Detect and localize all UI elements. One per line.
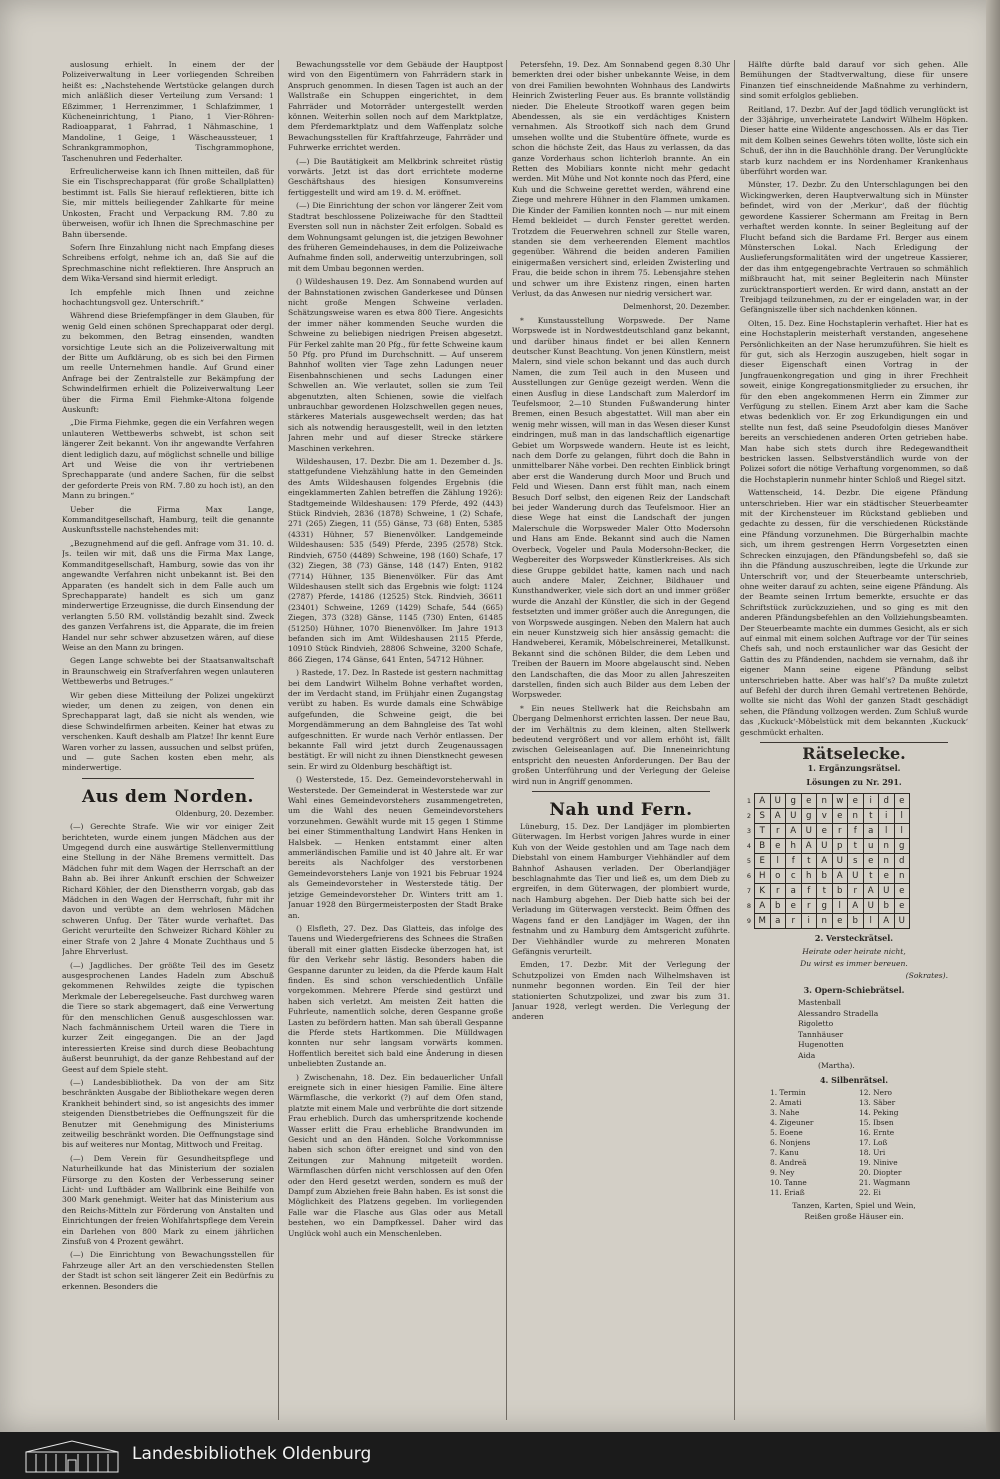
- grid-cell: f: [786, 854, 802, 869]
- article-paragraph: (—) Landesbibliothek. Da von der am Sitz beschränkten Ausgabe der Bibliothekare wegen deren Krankheit behindert sind, so ist angesichts des immer steigenden Dienstbetriebes die Oeffnungszeit für die Benutzer mit Genehmigung des Ministeriums zeitweilig beschränkt worden. Die Oeffnungstage sind bis auf weiteres nur Montag, Mittwoch und Freitag.: [62, 1077, 274, 1150]
- grid-cell: r: [832, 824, 848, 839]
- section-rule: [82, 778, 254, 779]
- closing-line: Tanzen, Karten, Spiel und Wein,: [792, 1201, 916, 1211]
- opera-item: Rigoletto: [798, 1019, 834, 1029]
- grid-cell: t: [863, 809, 879, 824]
- article-paragraph: * Kunstausstellung Worpswede. Der Name Worpswede ist in Nordwestdeutschland ganz bekannt, und darüber hinaus findet er bei allen Kennern deutscher Kunst Beachtung. Von jenen Künstlern, meist Malern, sind viele schon bekannt und das auch durch Namen, die zum Teil auch in den Museen und Ausstellungen zur Genüge gezeigt werden. Wenn die einen Ausflug in diese Landschaft zum Malerdorf im Teufelsmoor, 2—10 Stunden Fußwanderung hinter Bremen, einen Besuch abgestattet. Will man aber ein wenig mehr wissen, will man in das Wesen dieser Kunst eindringen, muß man in das landschaftlich eigenartige Gebiet um Worpswede wandern. Heute ist es leicht, nach dem Dorfe zu gelangen, führt doch die Bahn in unmittelbarer Nähe vorbei. Den rechten Einblick bringt aber erst die Wanderung durch Moor und Bruch und Feld und Wiesen. Dann erst fühlt man, nach einem Besuch Dorf selbst, den eigenen Reiz der Landschaft bei jeder Wanderung durch das Teufelsmoor. Hier an diese Wege hat einst die Landschaft der jungen Malerschule die Worpsweder Maler Otto Modersohn und Hans am Ende. Bekannt sind auch die Namen Overbeck, Vogeler und Paula Modersohn-Becker, die Wegbereiter des Worpsweder Künstlerkreises. Als sich diese Gruppe gebildet hatte, kamen nach und nach auch andere Maler, Zeichner, Bildhauer und Kunsthandwerker, viele sich dort an und immer größer wurde die Anzahl der Künstler, die sich in der Gegend festsetzten und immer größer auch die Anregungen, die von Worpswede ausgingen. Neben den Malern hat auch ein neuer Kunstzweig sich hier ansässig gemacht: die Handweberei, Keramik, Möbelschreinerei, Metallkunst. Bekannt sind die schönen Bilder, die dem Leben und Treiben der Bauern im Moore abgelauscht sind. Neben den Landschaften, die das Moor zu allen Jahreszeiten darstellen, finden sich auch Bilder aus dem Leben der Worpsweder.: [512, 315, 730, 700]
- grid-cell: h: [786, 839, 802, 854]
- grid-cell: b: [832, 884, 848, 899]
- grid-cell: t: [848, 839, 864, 854]
- grid-cell: e: [817, 824, 833, 839]
- grid-cell: e: [832, 809, 848, 824]
- grid-row-number: 1: [746, 797, 752, 806]
- section-heading-nah-und-fern: Nah und Fern.: [549, 800, 693, 821]
- grid-cell: l: [832, 899, 848, 914]
- grid-cell: n: [879, 839, 895, 854]
- grid-cell: l: [894, 824, 910, 839]
- article-paragraph: Olten, 15. Dez. Eine Hochstaplerin verhaftet. Hier hat es eine Hochstaplerin meisterhaft verstanden, angesehene Persönlichkeiten an der Nase herumzuführen. Sie hielt es für gut, sich als Herzogin auszugeben, hielt sogar in dieser Eigenschaft einen Vortrag in der Jungfrauenkongregation und ging in ihrer Frechheit soweit, einige Kongregationsmitglieder zu ersuchen, ihr für den eben angekommenen Herrn ein Zimmer zur Verfügung zu stellen. Einem Arzt aber kam die Sache etwas bedenklich vor. Er zog Erkundigungen ein und stellte nun fest, daß seine Pseudofolgin dieses Manöver bereits an verschiedenen anderen Orten getrieben habe. Man habe sich stets durch ihre Redegewandtheit bestricken lassen. Selbstverständlich wurde von der Polizei sofort die nötige Verhaftung vorgenommen, so daß die Hochstaplerin nunmehr hinter Schloß und Riegel sitzt.: [740, 318, 968, 484]
- grid-cell: d: [879, 794, 895, 809]
- article-paragraph: (—) Die Einrichtung der schon vor längerer Zeit vom Stadtrat beschlossene Polizeiwache für den Stadtteil Eversten soll nun in nächster Zeit erfolgen. Sobald es dem Wohnungsamt gelungen ist, die jetzigen Bewohner des früheren Gemeindehauses, in dem die Polizeiwache Aufnahme finden soll, anderweitig unterzubringen, soll mit dem Umbau begonnen werden.: [288, 201, 503, 273]
- article-paragraph: () Westerstede, 15. Dez. Gemeindevorsteherwahl in Westerstede. Der Gemeinderat in Westerstede war zur Wahl eines Gemeindevorstehers zusammengetreten, um die Wahl des neuen Gemeindevorstehers vorzunehmen. Gewählt wurde mit 15 gegen 1 Stimme bei einer Stimmenthaltung Landwirt Hans Henken in Halsbek. — Henken entstammt einer alten ammerländischen Familie und ist 40 Jahre alt. Er war bereits als Nachfolger des verstorbenen Gemeindevorstehers Lanje von 1921 bis Februar 1924 als Gemeindevorsteher in Westerstede tätig. Der jetzige Gemeindevorsteher Dr. Winters tritt am 1. Januar 1928 den Bürgermeisterposten der Stadt Brake an.: [288, 775, 503, 920]
- column-2: [288, 60, 503, 1420]
- grid-cell: a: [786, 884, 802, 899]
- grid-row: [744, 899, 910, 914]
- grid-row: [744, 914, 910, 929]
- article-paragraph: Wildeshausen, 17. Dezbr. Die am 1. Dezember d. Js. stattgefundene Viehzählung hatte in den Gemeinden des Amts Wildeshausen folgendes Ergebnis (die eingeklammerten Zahlen betreffen die Zählung 1926): Stadtgemeinde Wildeshausen: 179 Pferde, 492 (443) Stück Rindvieh, 2836 (1878) Schweine, 1 (2) Schafe, 271 (265) Ziegen, 11 (55) Gänse, 73 (68) Enten, 5385 (4331) Hühner, 57 Bienenvölker. Landgemeinde Wildeshausen: 535 (549) Pferde, 2395 (2578) Stck. Rindvieh, 6750 (4489) Schweine, 198 (160) Schafe, 17 (32) Ziegen, 38 (73) Gänse, 148 (147) Enten, 9182 (7714) Hühner, 135 Bienenvölker. Für das Amt Wildeshausen stellt sich das Ergebnis wie folgt: 1124 (2787) Pferde, 14186 (12525) Stck. Rindvieh, 36611 (23401) Schweine, 1269 (1429) Schafe, 544 (665) Ziegen, 373 (328) Gänse, 1145 (730) Enten, 61485 (51250) Hühner, 1070 Bienenvölker. Im Jahre 1913 befanden sich im Amt Wildeshausen 2115 Pferde, 10910 Stück Rindvieh, 28806 Schweine, 3200 Schafe, 866 Ziegen, 174 Gänse, 641 Enten, 54712 Hühner.: [288, 457, 503, 664]
- grid-cell: r: [848, 884, 864, 899]
- grid-cell: A: [755, 794, 771, 809]
- grid-cell: e: [801, 794, 817, 809]
- article-paragraph: Gegen Lange schwebte bei der Staatsanwaltschaft in Braunschweig ein Strafverfahren wegen unlauteren Wettbewerbs und Betruges.“: [62, 656, 274, 687]
- syllable-item: 6. Nonjens: [770, 1138, 811, 1148]
- grid-row-number: 2: [746, 812, 752, 821]
- article-paragraph: ) Zwischenahn, 18. Dez. Ein bedauerlicher Unfall ereignete sich in einer hiesigen Familie. Eine ältere Wärmflasche, die verkorkt (?) auf dem Ofen stand, platzte mit einem Male und verbrühte die dort sitzende Frau erheblich. Durch das umherspritzende kochende Wasser erlitt die Frau erhebliche Brandwunden im Gesicht und an den Händen. Solche Vorkommnisse haben sich schon öfter ereignet und sind von den Zeitungen zur Mahnung mitgeteilt worden. Wärmflaschen dürfen nicht verschlossen auf den Ofen oder den Herd gesetzt werden, sondern es muß der Dampf zum Abziehen freie Bahn haben. Es ist sonst die Möglichkeit des Platzens gegeben. Im vorliegenden Falle war die Flasche aus Glas oder aus Metall bestehen, wo ein Dampfkessel. Daher wird das Unglück wohl auch ein Menschenleben.: [288, 1072, 503, 1238]
- column-3: [512, 60, 730, 1420]
- grid-row-number: 6: [746, 872, 752, 881]
- grid-cell: A: [786, 824, 802, 839]
- article-paragraph: Lüneburg, 15. Dez. Der Landjäger im plombierten Güterwagen. Im Herbst vorigen Jahres wurde in einer Kuh von der Weide gestohlen und am Tage nach dem Diebstahl von einem Hamburger Viehhändler auf dem Bahnhof Ashausen verladen. Der Oberlandjäger beschlagnahmte das Tier und ließ es, um dem Dieb zu ergreifen, in dem Güterwagen, der plombiert wurde, nach Hamburg abgehen. Der Dieb hatte sich bei der Verladung im Güterwagen versteckt. Beim Öffnen des Wagens fand er den Landjäger im Wagen, der ihn festnahm und zu Hamburg dem Amtsgericht zuführte. Der Viehhändler wurde zu mehreren Monaten Gefängnis verurteilt.: [512, 822, 730, 956]
- grid-cell: i: [879, 809, 895, 824]
- grid-row: [744, 809, 910, 824]
- syllable-list: [770, 1088, 948, 1198]
- grid-cell: U: [770, 794, 786, 809]
- grid-cell: n: [879, 854, 895, 869]
- article-paragraph: Bewachungsstelle vor dem Gebäude der Hauptpost wird von den Eigentümern von Fahrrädern stark in Anspruch genommen. In diesen Tagen ist auch an der Wallstraße ein Schuppen eingerichtet, in dem Fahrräder und Motorräder untergestellt werden können. Weiterhin sollen noch auf dem Marktplatze, dem Pferdemarktplatz und dem Waffenplatz solche Bewachungsstellen für Kraftfahrzeuge, Fahrräder und Fuhrwerke errichtet werden.: [288, 60, 503, 153]
- article-paragraph: auslosung erhielt. In einem der der Polizeiverwaltung in Leer vorliegenden Schreiben heißt es: „Nachstehende Wertstücke gelangen durch mich anläßlich dieser Verteilung zum Versand: 1 Eßzimmer, 1 Herrenzimmer, 1 Schlafzimmer, 1 Kücheneinrichtung, 1 Piano, 1 Vier-Röhren-Radioapparat, 1 Fahrrad, 1 Nähmaschine, 1 Mandoline, 1 Geige, 1 Wäscheaussteuer, 1 Schrankgrammophon, Tischgrammophone, Taschenuhren und Federhalter.: [62, 60, 274, 163]
- grid-cell: n: [848, 809, 864, 824]
- article-paragraph: * Ein neues Stellwerk hat die Reichsbahn am Übergang Delmenhorst errichten lassen. Der neue Bau, der im Verhältnis zu dem kleinen, alten Stellwerk bedeutend vergrößert und vor allem erhöht ist, fällt zwischen Geleiseanlagen auf. Die Inneneinrichtung entspricht den neuesten Anforderungen. Der Bau der großen Unterführung und der Verlegung der Geleise wird nun in Angriff genommen.: [512, 703, 730, 786]
- grid-cell: l: [770, 854, 786, 869]
- article-paragraph: Emden, 17. Dezbr. Mit der Verlegung der Schutzpolizei von Emden nach Wilhelmshaven ist nunmehr begonnen worden. Ein Teil der hier stationierten Schutzpolizei, und zwar bis zum 31. Januar 1928, verlegt werden. Die Verlegung der anderen: [512, 960, 730, 1022]
- grid-cell: t: [863, 869, 879, 884]
- article-paragraph: Während diese Briefempfänger in dem Glauben, für wenig Geld einen schönen Sprechapparat oder dergl. zu bekommen, den Betrag einsenden, wandten vorsichtige Leute sich an die Polizeiverwaltung mit der Bitte um Aufklärung, ob es sich bei den Firmen um reelle Unternehmen handle. Auf Grund einer Anfrage bei der Zentralstelle zur Bekämpfung der Schwindelfirmen erhielt die Polizeiverwaltung Leer über die Firma Emil Fiehmke-Altona folgende Auskunft:: [62, 311, 274, 414]
- syllable-item: 3. Nahe: [770, 1108, 800, 1118]
- syllable-item: 16. Ernte: [859, 1128, 895, 1138]
- article-paragraph: (—) Gerechte Strafe. Wie wir vor einiger Zeit berichteten, wurde einem jungen Mädchen aus der Umgegend durch eine auswärtige Stellenvermittlung eine Stellung in der Nähe Bremens vermittelt. Das Mädchen fuhr mit dem Wagen der Herrschaft an der Bahn ab. Bei ihrer Ankunft erschien der Schweizer Richard Köhler, der den Dienstherrn vorgab, gab das Mädchen in den Wagen der Herrschaft, fuhr mit ihr davon und verübte an dem wehrlosen Mädchen schweren Unfug. Der Täter wurde verhaftet. Das Gericht verurteilte den Schweizer Richard Köhler zu einer Strafe von 2 Jahre 4 Monate Zuchthaus und 5 Jahre Ehrverlust.: [62, 822, 274, 957]
- grid-cell: U: [832, 854, 848, 869]
- syllable-item: 8. Andreä: [770, 1158, 807, 1168]
- grid-cell: B: [755, 839, 771, 854]
- grid-cell: e: [832, 914, 848, 929]
- grid-cell: H: [755, 869, 771, 884]
- library-logo-icon: [22, 1438, 122, 1474]
- grid-cell: r: [770, 824, 786, 839]
- grid-cell: A: [770, 809, 786, 824]
- article-paragraph: Ueber die Firma Max Lange, Kommanditgesellschaft, Hamburg, teilt die genannte Auskunftsstelle nachstehendes mit:: [62, 504, 274, 535]
- article-paragraph: () Elsfleth, 27. Dez. Das Glatteis, das infolge des Tauens und Wiedergefrierens des Schnees die Straßen überall mit einer glatten Eisdecke überzogen hat, ist für den Verkehr sehr lästig. Besonders haben die Gespanne darunter zu leiden, da die Pferde kaum Halt finden. Es sind schon verschiedentlich Unfälle vorgekommen. Mehrere Pferde sind gestürzt und haben sich verletzt. Am meisten Zeit hatten die Fuhrleute, namentlich solche, deren Gespanne große Lasten zu befördern hatten. Man sah überall Gespanne die Pferde stets Hartkommen. Die Mülldwagen konnten nur sehr langsam vorwärts kommen. Hoffentlich bereitet sich bald eine Änderung in diesen unbeliebten Zustande an.: [288, 923, 503, 1069]
- grid-cell: E: [755, 854, 771, 869]
- syllable-item: 1. Termin: [770, 1088, 806, 1098]
- grid-row-number: 3: [746, 827, 752, 836]
- puzzle-subtitle: 3. Opern-Schiebrätsel.: [803, 984, 905, 995]
- grid-row: [744, 884, 910, 899]
- opera-item: Hugenotten: [798, 1040, 844, 1050]
- grid-row-number: 7: [746, 887, 752, 896]
- grid-cell: l: [894, 809, 910, 824]
- syllable-item: 14. Peking: [859, 1108, 899, 1118]
- opera-item: Aida: [798, 1050, 816, 1060]
- grid-cell: A: [755, 899, 771, 914]
- column-divider: [506, 60, 507, 1420]
- column-divider: [278, 60, 279, 1420]
- grid-cell: A: [879, 914, 895, 929]
- puzzle-subtitle: 1. Ergänzungsrätsel.: [807, 763, 901, 774]
- syllable-item: 18. Uri: [859, 1148, 886, 1158]
- viewer-footer: [0, 1432, 1000, 1479]
- syllable-item: 10. Tanne: [770, 1178, 807, 1188]
- grid-cell: n: [894, 869, 910, 884]
- grid-cell: r: [786, 914, 802, 929]
- grid-cell: U: [848, 869, 864, 884]
- grid-cell: g: [817, 899, 833, 914]
- article-paragraph: Petersfehn, 19. Dez. Am Sonnabend gegen 8.30 Uhr bemerkten drei oder bisher unbekannte Weise, in dem von drei Familien bewohnten Wohnhaus des Landwirts Heinrich Zwisterling Feuer aus. Es brannte vollständig nieder. Die Eheleute Strootkoff waren gegen beim Abendessen, als sie ein verdächtiges Knistern vernahmen. Als Strootkoff sich nach dem Grund umsehen wollte und die Stubentüre öffnete, wurde es schon die höchste Zeit, das Haus zu verlassen, da das ganze Vorderhaus schon lichterloh brannte. An ein Retten des Mobiliars konnte nicht mehr gedacht werden. Mit Mühe und Not konnte noch das Pferd, eine Kuh und die Schweine gerettet werden, während eine Ziege und mehrere Hühner in den Flammen umkamen. Die Kinder der Familien konnten noch — nur mit einem Hemd bekleidet — durch Fenster gerettet werden. Trotzdem die Feuerwehren schnell zur Stelle waren, standen sie dem verheerenden Element machtlos gegenüber. Während die beiden anderen Familien einigermaßen versichert sind, erleiden Zwisterling und Frau, die beide schon in ihrem 75. Lebensjahre stehen und schwer um ihre Existenz ringen, einen harten Verlust, da das Anwesen nur niedrig versichert war.: [512, 60, 730, 298]
- article-paragraph: () Wildeshausen 19. Dez. Am Sonnabend wurden auf der Bahnstationen zwischen Ganderkesee und Dünsen nicht große Mengen Schweine verladen. Schätzungsweise waren es etwa 800 Tiere. Angesichts der immer näher kommenden Seuche wurden die Schweine zu beliebigen niedrigen Preisen abgesetzt. Für Ferkel zahlte man 20 Pfg., für fette Schweine kaum 50 Pfg. pro Pfund im Durchschnitt. — Auf unserem Bahnhof wollten vier Tage zehn Ladungen neuer Eisenbahnschienen und sechs Ladungen einer Schwellen an. Wie verlautet, sollen sie zum Teil abgenutzten, alten Schienen, sowie die vielfach unbrauchbar gewordenen Holzschwellen gegen neues, stärkeres Materials ausgewechselt werden; das hat sich als notwendig herausgestellt, weil in den letzten Jahren mehr und auf dieser Strecke stärkere Maschinen verkehren.: [288, 277, 503, 453]
- puzzle-corner-title: Rätselecke.: [802, 744, 906, 763]
- grid-cell: U: [894, 914, 910, 929]
- section-heading-north: Aus dem Norden.: [82, 786, 254, 807]
- article-paragraph: Ich empfehle mich Ihnen und zeichne hochachtungsvoll gez. Unterschrift.“: [62, 287, 274, 307]
- grid-cell: e: [894, 794, 910, 809]
- grid-cell: i: [801, 914, 817, 929]
- puzzle-subtitle: Lösungen zu Nr. 291.: [806, 776, 902, 787]
- grid-cell: e: [894, 899, 910, 914]
- grid-row-number: 5: [746, 857, 752, 866]
- dateline: Delmenhorst, 20. Dezember.: [623, 302, 730, 312]
- grid-cell: p: [832, 839, 848, 854]
- grid-cell: b: [879, 899, 895, 914]
- syllable-item: 12. Nero: [859, 1088, 892, 1098]
- syllable-item: 21. Wagmann: [859, 1178, 911, 1188]
- grid-cell: M: [755, 914, 771, 929]
- article-paragraph: Sofern Ihre Einzahlung nicht nach Empfang dieses Schreibens erfolgt, nehme ich an, daß Sie auf die Sprechmaschine nicht reflektieren. Ihre Anspruch an dem Wika-Versand sind hiermit erledigt.: [62, 242, 274, 284]
- grid-cell: g: [786, 794, 802, 809]
- grid-cell: a: [770, 914, 786, 929]
- grid-cell: b: [770, 899, 786, 914]
- grid-cell: e: [894, 884, 910, 899]
- grid-cell: t: [801, 854, 817, 869]
- opera-item: Alessandro Stradella: [798, 1008, 879, 1018]
- article-paragraph: Wir geben diese Mitteilung der Polizei ungekürzt wieder, um denen zu zeigen, von denen ein Sprechapparat lagt, daß sie nicht als wenden, wie diese Schwindelfirmen arbeiten. Keiner hat etwas zu verschenken. Kauft deshalb am Platze! Ihr kennt Eure Waren vorher zu lassen, aussuchen und selbst prüfen, und — gute Sachen kosten eben mehr, als minderwertige.: [62, 690, 274, 773]
- grid-cell: U: [879, 884, 895, 899]
- article-paragraph: Hälfte dürfte bald darauf vor sich gehen. Alle Bemühungen der Stadtverwaltung, diese für unsere Finanzen tief einschneidende Maßnahme zu verhindern, sind somit erfolglos geblieben.: [740, 60, 968, 101]
- article-paragraph: (—) Dem Verein für Gesundheitspflege und Naturheilkunde hat das Ministerium der sozialen Fürsorge zu den Kosten der Verbesserung seiner Licht- und Luftbäder am Wallbrink eine Beihilfe von 300 Mark genehmigt. Weiter hat das Ministerium aus den Reichs-Mitteln zur Förderung von Anstalten und Einrichtungen der freien Wohlfahrtspflege dem Verein ein Darlehen von 800 Mark zu einem jährlichen Zinsfuß von 4 Prozent gewährt.: [62, 1153, 274, 1247]
- dateline: Oldenburg, 20. Dezember.: [175, 808, 274, 818]
- syllable-item: 5. Eoene: [770, 1128, 803, 1138]
- verse-line: (Sokrates).: [905, 971, 948, 981]
- syllable-item: 7. Kanu: [770, 1148, 799, 1158]
- grid-row: [744, 794, 910, 809]
- grid-cell: U: [817, 839, 833, 854]
- column-1: [62, 60, 274, 1420]
- library-name: Landesbibliothek Oldenburg: [132, 1444, 372, 1464]
- grid-cell: r: [801, 899, 817, 914]
- verse-line: Du wirst es immer bereuen.: [800, 959, 908, 969]
- grid-cell: l: [863, 914, 879, 929]
- syllable-item: 9. Ney: [770, 1168, 795, 1178]
- grid-cell: g: [894, 839, 910, 854]
- grid-cell: t: [817, 884, 833, 899]
- article-paragraph: Erfreulicherweise kann ich Ihnen mitteilen, daß für Sie ein Tischsprechapparat (für große Schallplatten) bestimmt ist. Falls Sie hierauf reflektieren, bitte ich Sie, mir mittels beiliegender Zahlkarte für meine Unkosten, Fracht und Verpackung RM. 7.80 zu überweisen, wofür ich Ihnen die Sprechmaschine per Bahn übersende.: [62, 167, 274, 239]
- grid-cell: A: [817, 854, 833, 869]
- grid-cell: f: [848, 824, 864, 839]
- grid-cell: e: [848, 794, 864, 809]
- solution-grid: [744, 793, 910, 929]
- section-rule: [760, 742, 948, 743]
- grid-cell: w: [832, 794, 848, 809]
- syllable-item: 2. Amati: [770, 1098, 802, 1108]
- grid-cell: A: [848, 899, 864, 914]
- opera-item: Mastenball: [798, 998, 841, 1008]
- grid-cell: e: [863, 854, 879, 869]
- grid-cell: n: [817, 914, 833, 929]
- verse-line: Heirate oder heirate nicht,: [802, 946, 906, 956]
- grid-cell: o: [770, 869, 786, 884]
- syllable-item: 20. Diopter: [859, 1168, 902, 1178]
- grid-cell: b: [848, 914, 864, 929]
- grid-cell: e: [879, 869, 895, 884]
- article-paragraph: „Die Firma Fiehmke, gegen die ein Verfahren wegen unlauteren Wettbewerbs schwebt, ist schon seit längerer Zeit bekannt. Von ihr angewandte Verfahren dient lediglich dazu, auf möglichst schnelle und billige Art und Weise die von ihr vertriebenen Sprechapparate (und andere Sachen, für die selbst der geforderte Preis von RM. 7.80 zu hoch ist), an den Mann zu bringen.“: [62, 418, 274, 501]
- article-paragraph: ) Rastede, 17. Dez. In Rastede ist gestern nachmittag bei dem Landwirt Wilhelm Bohne verhaftet worden, der im Verdacht stand, im Frühjahr einen Zugangstag verübt zu haben. Es wurde damals eine Schwäbige aufgefunden, die Schweine geigt, die bei Morgendämmerung an dem Bahngleise des Tat wohl aufgeschnitten. Er wurde nach Verhör entlassen. Der bekannte Fall wird jetzt durch Zeugenaussagen bestätigt. Er will nicht zu ihnen Dienstknecht gewesen sein. Er wird zu Oldenburg beschäftigt ist.: [288, 668, 503, 771]
- syllable-item: 4. Zigeuner: [770, 1118, 814, 1128]
- grid-cell: U: [863, 899, 879, 914]
- grid-cell: r: [770, 884, 786, 899]
- grid-cell: u: [863, 839, 879, 854]
- grid-row-number: 4: [746, 842, 752, 851]
- grid-cell: h: [801, 869, 817, 884]
- grid-cell: T: [755, 824, 771, 839]
- article-paragraph: (—) Die Einrichtung von Bewachungsstellen für Fahrzeuge aller Art an den verschiedensten Stellen der Stadt ist schon seit längerer Zeit ein Bedürfnis zu erkennen. Besonders die: [62, 1250, 274, 1291]
- grid-cell: v: [817, 809, 833, 824]
- opera-item: Tannhäuser: [798, 1029, 844, 1039]
- grid-cell: d: [894, 854, 910, 869]
- grid-row: [744, 854, 910, 869]
- article-paragraph: Wattenscheid, 14. Dezbr. Die eigene Pfändung unterschrieben. Hier war ein städtischer Steuerbeamter mit der Kirchensteuer im Rückstand geblieben und gedachte zu dessen, für die verschiedenen Rückstände eine Pfändung vorzunehmen. Die Bürgerhalbin machte sich, um ihrem gestrengen Herrn Vorgesetzten einen Schrecken einzujagen, den Pfändungsbefehl so, daß sie ihn die Pfändung auszuschreiben, legte die Urkunde zur Unterschrift vor, und der Steuerbeamte unterschrieb, ohne weiter darauf zu achten, seine eigene Pfändung. Als der Beamte seinen Irrtum bemerkte, ersuchte er das Schriftstück zurückzuziehen, und so ging es mit den anderen Pfändungsbefehlen an den Vollziehungsbeamten. Der Steuerbeamte machte ein dummes Gesicht, als er sich auf einmal mit einem solchen Auftrage vor der Tür seines Chefs sah, und noch erstaunlicher war das Gesicht der Gattin des zu Pfändenden, nachdem sie vernahm, daß ihr eigener Mann seine eigene Pfändung selbst unterschrieben hatte. Aber was half’s? Da mußte zuletzt auf Befehl der durch ihren Gemahl vertretenen Behörde, wollte sie nicht das Wohl der ganzen Stadt geschädigt sehen, die Pfändung vollzogen werden. Zum Schluß wurde das ‚Kuckuck‘-Möbelstück mit dem bekannten ‚Kuckuck‘ geschmückt erhalten.: [740, 488, 968, 737]
- grid-cell: K: [755, 884, 771, 899]
- syllable-item: 13. Säber: [859, 1098, 896, 1108]
- section-rule: [532, 791, 710, 792]
- syllable-item: 19. Ninive: [859, 1158, 898, 1168]
- grid-cell: U: [786, 809, 802, 824]
- closing-line: Reißen große Häuser ein.: [804, 1211, 904, 1221]
- grid-cell: n: [817, 794, 833, 809]
- grid-cell: g: [801, 809, 817, 824]
- grid-row: [744, 824, 910, 839]
- grid-cell: b: [817, 869, 833, 884]
- grid-cell: e: [770, 839, 786, 854]
- grid-row: [744, 839, 910, 854]
- grid-row-number: 8: [746, 902, 752, 911]
- opera-item: (Martha).: [818, 1061, 855, 1071]
- syllable-item: 22. Ei: [859, 1188, 881, 1198]
- syllable-item: 17. Loß: [859, 1138, 888, 1148]
- puzzle-subtitle: 2. Versteckrätsel.: [814, 933, 894, 944]
- column-divider: [734, 60, 735, 1420]
- opera-list: [798, 998, 968, 1072]
- grid-cell: i: [863, 794, 879, 809]
- syllable-item: 15. Ibsen: [859, 1118, 894, 1128]
- grid-cell: S: [755, 809, 771, 824]
- article-paragraph: „Bezugnehmend auf die gefl. Anfrage vom 31. 10. d. Js. teilen wir mit, daß uns die Firma Max Lange, Kommanditgesellschaft, Hamburg, sowie das von ihr angewandte Verfahren nicht unbekannt ist. Bei den Apparaten (es handelt sich in dem Falle auch um Sprechapparate) handelt es sich um ganz minderwertige Erzeugnisse, die durch Einsendung der verlangten 5.50 RM. vollständig bezahlt sind. Zweck des ganzen Verfahrens ist, die Apparate, die im freien Handel nur sehr schwer abzusetzen wären, auf diese Weise an den Mann zu bringen.: [62, 538, 274, 652]
- grid-cell: f: [801, 884, 817, 899]
- syllable-item: 11. Eriaß: [770, 1188, 805, 1198]
- puzzle-subtitle: 4. Silbenrätsel.: [819, 1074, 888, 1085]
- grid-cell: A: [801, 839, 817, 854]
- grid-cell: s: [848, 854, 864, 869]
- article-paragraph: Münster, 17. Dezbr. Zu den Unterschlagungen bei den Wickingwerken, deren Hauptverwaltung sich in Münster befindet, wird von der ‚Merkur‘, daß der flüchtig gewordene Kassierer Schermann am Freitag in Bern verhaftet werden konnte. In seiner Begleitung auf der Flucht befand sich die Bardame Frl. Berger aus einem Münsterschen Lokal. Nach Erledigung der Auslieferungsformalitäten wird der ungetreue Kassierer, der das ihm entgegengebrachte Vertrauen so schmählich mißbraucht hat, mit seiner Begleiterin nach Münster zurücktransportiert werden. Er wird dann, anstatt an der Treibjagd teilzunehmen, zu der er eingeladen war, in der Gefängniszelle über sich nachdenken können.: [740, 180, 968, 315]
- article-paragraph: Reitland, 17. Dezbr. Auf der Jagd tödlich verunglückt ist der 33jährige, unverheiratete Landwirt Wilhelm Höpken. Dieser hatte eine Wildente angeschossen. Als er das Tier mit dem Kolben seines Gewehrs töten wollte, löste sich ein Schuß, der ihn in die Bauchhöhle drang. Der Verunglückte starb kurz nachdem er ins Nordenhamer Krankenhaus überführt worden war.: [740, 104, 968, 177]
- grid-row: [744, 869, 910, 884]
- grid-cell: c: [786, 869, 802, 884]
- grid-row-number: 9: [746, 917, 752, 926]
- grid-cell: A: [863, 884, 879, 899]
- grid-cell: l: [879, 824, 895, 839]
- grid-cell: A: [832, 869, 848, 884]
- column-4: [740, 60, 968, 1420]
- article-paragraph: (—) Die Bautätigkeit am Melkbrink schreitet rüstig vorwärts. Jetzt ist das dort errichtete moderne Geschäftshaus des hiesigen Konsumvereins fertiggestellt und wird am 19. d. M. eröffnet.: [288, 156, 503, 197]
- grid-cell: e: [786, 899, 802, 914]
- grid-cell: U: [801, 824, 817, 839]
- grid-cell: a: [863, 824, 879, 839]
- article-paragraph: (—) Jagdliches. Der größte Teil des im Gesetz ausgesprochenen Landes Hadeln zum Abschuß gekommenen Rehwildes zeigte die typischen Merkmale der Leberegelseuche. Fast durchweg waren die Tiere so stark abgemagert, daß eine Verwertung für den menschlichen Genuß ausgeschlossen war. Nach fachmännischem Urteil waren die Tiere in kurzer Zeit eingegangen. Die an der Jagd interessierten Kreise sind durch diese Beobachtung äußerst beunruhigt, da der ganze Rehbestand auf der Geest auf dem Spiele steht.: [62, 960, 274, 1074]
